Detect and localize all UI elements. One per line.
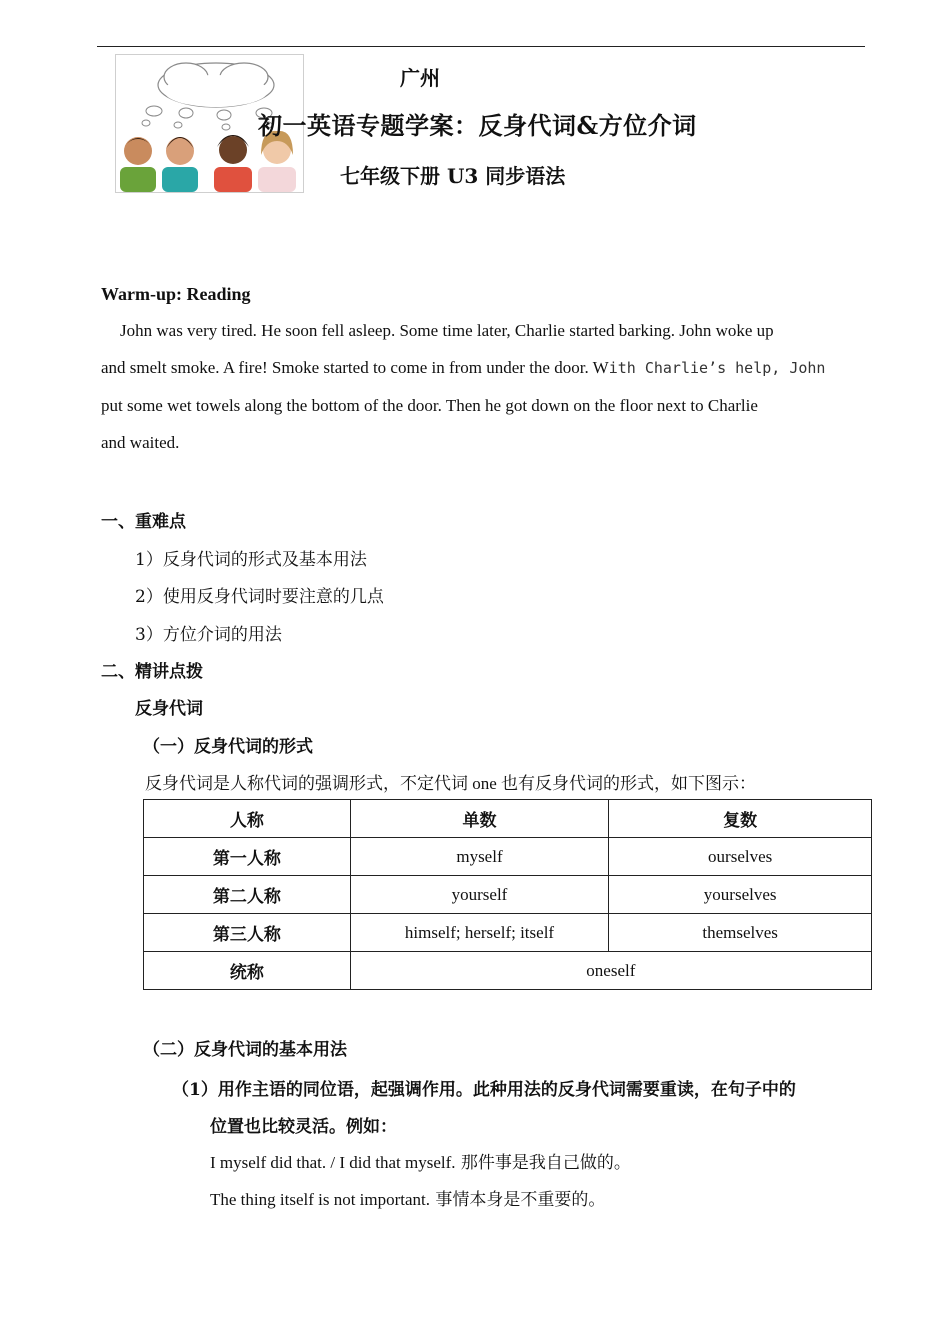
reading-line-2: [101, 358, 825, 378]
key-point-3: 3）方位介词的用法: [135, 625, 282, 645]
region-label: 广州: [400, 66, 440, 90]
key-point-1: 1）反身代词的形式及基本用法: [135, 550, 367, 570]
topic-heading: 反身代词: [135, 699, 203, 719]
intro-text-a: 反身代词是人称代词的强调形式，不定代词: [145, 774, 468, 794]
example-2: [210, 1185, 605, 1210]
reflexive-pronoun-table: [143, 799, 872, 990]
table-cell: ourselves: [609, 838, 872, 876]
reading-line-2-tail: ith Charlie’s help, John: [608, 359, 826, 377]
warmup-heading: Warm-up: Reading: [101, 284, 251, 304]
row-header-second-person: 第二人称: [144, 876, 351, 914]
reading-line-2-text: and smelt smoke. A fire! Smoke started to come in from under the door. W: [101, 358, 609, 377]
table-cell: themselves: [609, 914, 872, 952]
part1-heading: （一）反身代词的形式: [143, 737, 313, 757]
usage-rule-1-line-1: （1）用作主语的同位语，起强调作用。此种用法的反身代词需要重读，在句子中的: [172, 1080, 796, 1100]
table-row: [144, 952, 872, 990]
reading-line-4: and waited.: [101, 433, 180, 452]
table-row: [144, 876, 872, 914]
document-title: 初一英语专题学案：反身代词&方位介词: [258, 111, 697, 140]
table-intro: [145, 769, 756, 794]
reading-line-3: put some wet towels along the bottom of the door. Then he got down on the floor next to Charlie: [101, 396, 758, 415]
reading-line-1: John was very tired. He soon fell asleep. Some time later, Charlie started barking. John woke up: [120, 321, 774, 340]
row-header-third-person: 第三人称: [144, 914, 351, 952]
table-cell: himself; herself; itself: [350, 914, 609, 952]
table-row: [144, 914, 872, 952]
example-1-zh: 那件事是我自己做的。: [455, 1153, 631, 1173]
intro-text-en: one: [468, 774, 502, 793]
col-header-person: 人称: [144, 800, 351, 838]
example-1: [210, 1148, 631, 1173]
part2-heading: （二）反身代词的基本用法: [143, 1040, 347, 1060]
top-rule: [97, 46, 865, 47]
section1-heading: 一、重难点: [101, 512, 186, 532]
table-cell-merged: oneself: [350, 952, 871, 990]
table-cell: myself: [350, 838, 609, 876]
table-row: [144, 838, 872, 876]
col-header-plural: 复数: [609, 800, 872, 838]
section2-heading: 二、精讲点拨: [101, 662, 203, 682]
row-header-general: 统称: [144, 952, 351, 990]
usage-rule-1: [172, 1072, 872, 1146]
example-2-zh: 事情本身是不重要的。: [430, 1190, 606, 1210]
document-subtitle: 七年级下册 U3 同步语法: [340, 164, 566, 188]
table-cell: yourselves: [609, 876, 872, 914]
key-point-2: 2）使用反身代词时要注意的几点: [135, 587, 384, 607]
row-header-first-person: 第一人称: [144, 838, 351, 876]
usage-rule-1-line-2: 位置也比较灵活。例如：: [210, 1117, 397, 1137]
intro-text-b: 也有反身代词的形式，如下图示：: [501, 774, 757, 794]
table-header-row: [144, 800, 872, 838]
example-1-en: I myself did that. / I did that myself.: [210, 1153, 456, 1172]
col-header-singular: 单数: [350, 800, 609, 838]
table-cell: yourself: [350, 876, 609, 914]
example-2-en: The thing itself is not important.: [210, 1190, 431, 1209]
